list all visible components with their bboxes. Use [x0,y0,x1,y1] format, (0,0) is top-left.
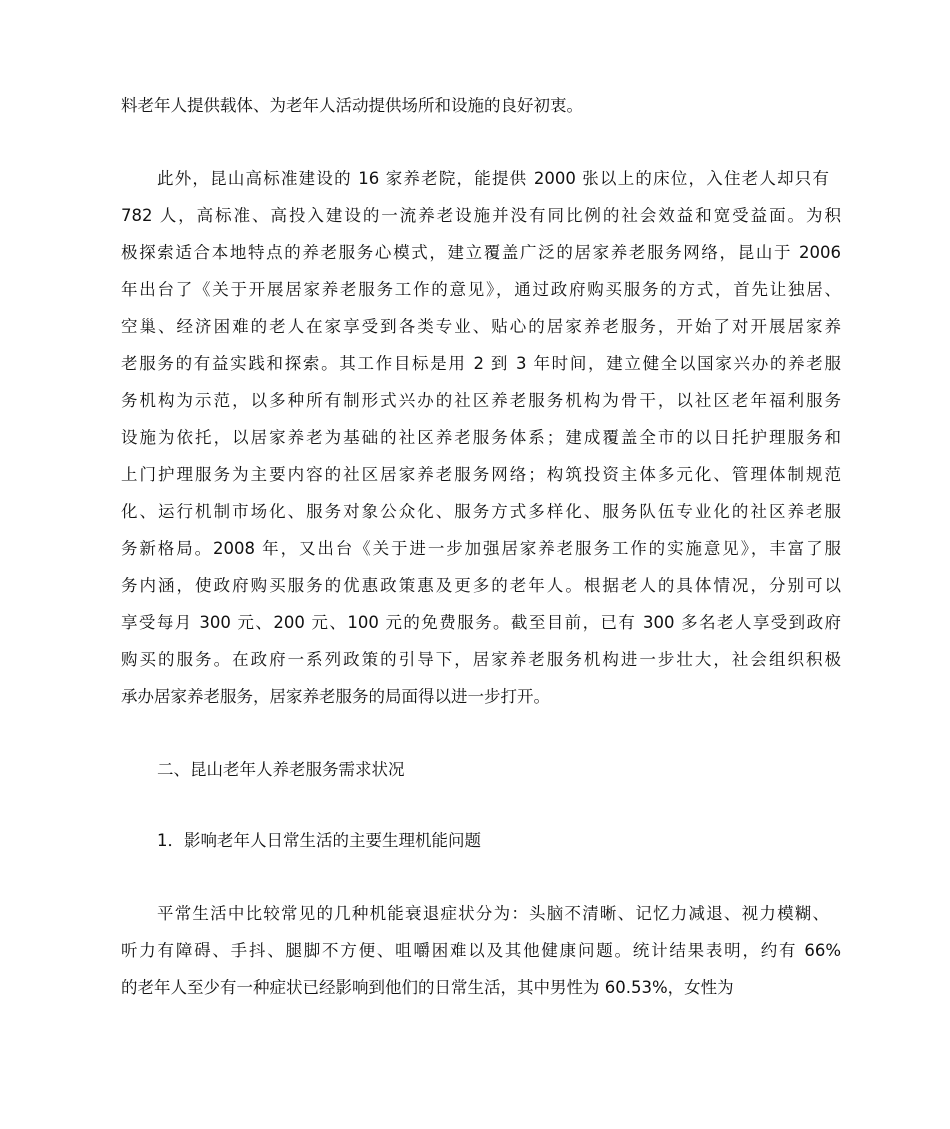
paragraph-2-line: 上门护理服务为主要内容的社区居家养老服务网络；构筑投资主体多元化、管理体制规范 [121,465,841,484]
paragraph-2-line: 务内涵，使政府购买服务的优惠政策惠及更多的老年人。根据老人的具体情况，分别可以 [121,576,841,595]
paragraph-2-line: 务新格局。2008 年，又出台《关于进一步加强居家养老服务工作的实施意见》，丰富了服 [121,539,841,558]
paragraph-2-line: 此外，昆山高标准建设的 16 家养老院，能提供 2000 张以上的床位，入住老人却只有 [157,169,829,188]
paragraph-3-line: 听力有障碍、手抖、腿脚不方便、咀嚼困难以及其他健康问题。统计结果表明，约有 66% [121,941,841,960]
paragraph-3-line: 的老年人至少有一种症状已经影响到他们的日常生活，其中男性为 60.53%，女性为 [121,978,734,997]
paragraph-2-line: 老服务的有益实践和探索。其工作目标是用 2 到 3 年时间，建立健全以国家兴办的养老服 [121,354,841,373]
paragraph-2-line: 务机构为示范，以多种所有制形式兴办的社区养老服务机构为骨干，以社区老年福利服务 [121,391,841,410]
paragraph-2-line: 设施为依托，以居家养老为基础的社区养老服务体系；建成覆盖全市的以日托护理服务和 [121,428,841,447]
paragraph-2-line: 享受每月 300 元、200 元、100 元的免费服务。截至目前，已有 300 多名老人享受到政府 [121,613,841,632]
section-heading: 二、昆山老年人养老服务需求状况 [157,760,405,779]
paragraph-2-line: 空巢、经济困难的老人在家享受到各类专业、贴心的居家养老服务，开始了对开展居家养 [121,317,841,336]
paragraph-2-line: 化、运行机制市场化、服务对象公众化、服务方式多样化、服务队伍专业化的社区养老服 [121,502,841,521]
paragraph-1-line: 料老年人提供载体、为老年人活动提供场所和设施的良好初衷。 [121,96,583,115]
subsection-heading: 1．影响老年人日常生活的主要生理机能问题 [157,831,481,850]
paragraph-2-line: 年出台了《关于开展居家养老服务工作的意见》，通过政府购买服务的方式，首先让独居、 [121,280,841,299]
paragraph-2-line: 购买的服务。在政府一系列政策的引导下，居家养老服务机构进一步壮大，社会组织积极 [121,650,841,669]
paragraph-2-line: 承办居家养老服务，居家养老服务的局面得以进一步打开。 [121,687,550,706]
paragraph-2-line: 极探索适合本地特点的养老服务心模式，建立覆盖广泛的居家养老服务网络，昆山于 2006 [121,243,841,262]
paragraph-2-line: 782 人，高标准、高投入建设的一流养老设施并没有同比例的社会效益和宽受益面。为积 [121,206,841,225]
paragraph-3-line: 平常生活中比较常见的几种机能衰退症状分为：头脑不清晰、记忆力减退、视力模糊、 [157,904,829,923]
